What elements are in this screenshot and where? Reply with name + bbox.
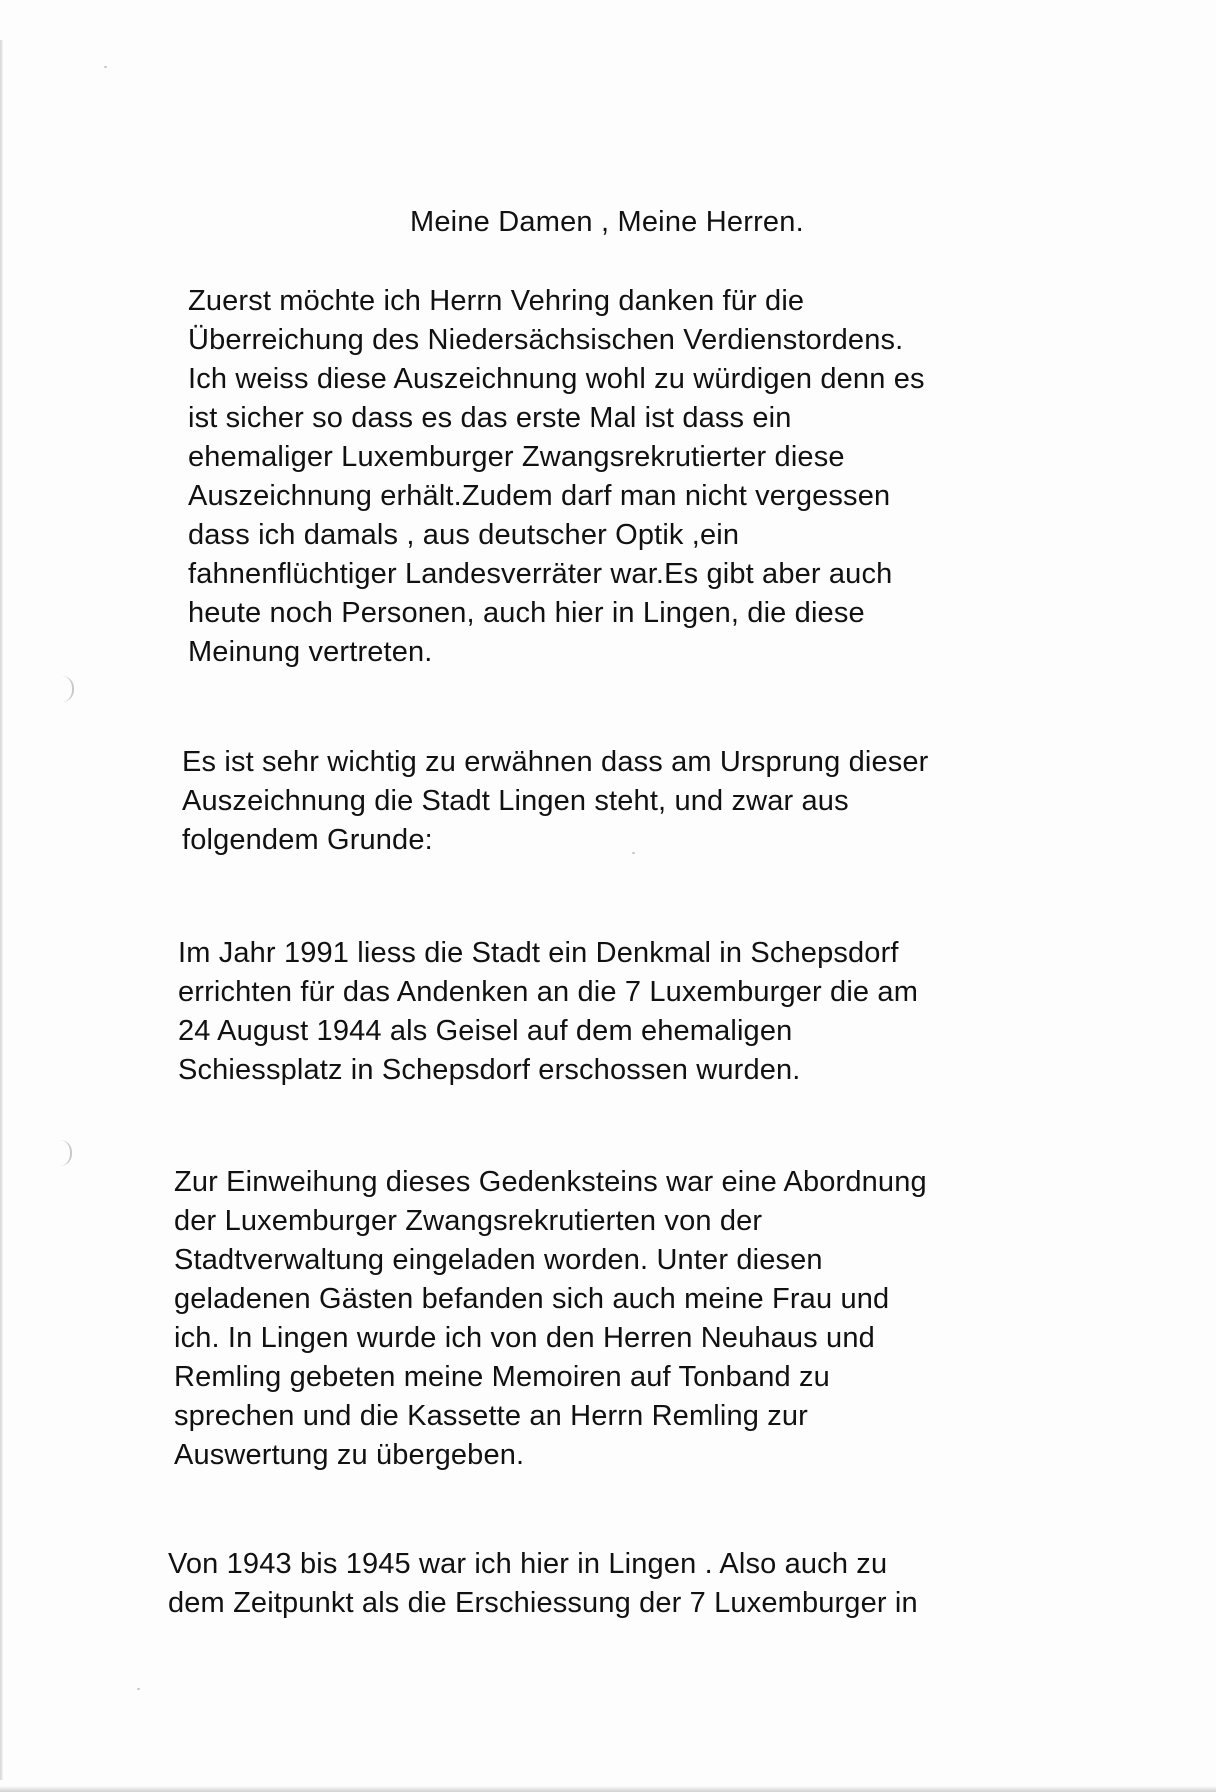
- scan-edge-bottom: [0, 1786, 1216, 1792]
- text-line: Überreichung des Niedersächsischen Verdienstordens.: [188, 324, 904, 356]
- scan-speck: [104, 66, 107, 68]
- text-line: Zur Einweihung dieses Gedenksteins war eine Abordnung: [174, 1166, 927, 1198]
- text-line: sprechen und die Kassette an Herrn Remling zur: [174, 1400, 808, 1432]
- text-line: ich. In Lingen wurde ich von den Herren Neuhaus und: [174, 1322, 875, 1354]
- text-line: ist sicher so dass es das erste Mal ist dass ein: [188, 402, 792, 434]
- paragraph-thanks: [188, 282, 925, 672]
- text-line: Schiessplatz in Schepsdorf erschossen wurden.: [178, 1054, 801, 1086]
- text-line: Remling gebeten meine Memoiren auf Tonband zu: [174, 1361, 830, 1393]
- scan-speck: [137, 1688, 140, 1690]
- text-line: dem Zeitpunkt als die Erschiessung der 7 Luxemburger in: [168, 1587, 918, 1619]
- paragraph-origin: [182, 743, 928, 860]
- text-line: ehemaliger Luxemburger Zwangsrekrutierter diese: [188, 441, 845, 473]
- punch-hole-mark-lower: [60, 1140, 72, 1166]
- paragraph-lingen-period: [168, 1545, 918, 1623]
- text-line: dass ich damals , aus deutscher Optik ,ein: [188, 519, 740, 551]
- paragraph-inauguration: [174, 1163, 927, 1475]
- text-line: Zuerst möchte ich Herrn Vehring danken für die: [188, 285, 805, 317]
- punch-hole-mark-upper: [62, 676, 74, 702]
- text-line: Ich weiss diese Auszeichnung wohl zu würdigen denn es: [188, 363, 925, 395]
- text-line: heute noch Personen, auch hier in Lingen, die diese: [188, 597, 865, 629]
- text-line: Stadtverwaltung eingeladen worden. Unter diesen: [174, 1244, 823, 1276]
- text-line: Es ist sehr wichtig zu erwähnen dass am Ursprung dieser: [182, 746, 929, 778]
- text-line: errichten für das Andenken an die 7 Luxemburger die am: [178, 976, 918, 1008]
- text-line: Von 1943 bis 1945 war ich hier in Lingen . Also auch zu: [168, 1548, 888, 1580]
- text-line: Auszeichnung erhält.Zudem darf man nicht vergessen: [188, 480, 891, 512]
- scan-edge-left: [0, 40, 3, 1780]
- text-line: fahnenflüchtiger Landesverräter war.Es gibt aber auch: [188, 558, 893, 590]
- text-line: Auszeichnung die Stadt Lingen steht, und zwar aus: [182, 785, 849, 817]
- letter-greeting-heading: Meine Damen , Meine Herren.: [410, 206, 804, 238]
- text-line: Auswertung zu übergeben.: [174, 1439, 525, 1471]
- text-line: folgendem Grunde:: [182, 824, 433, 856]
- text-line: 24 August 1944 als Geisel auf dem ehemaligen: [178, 1015, 793, 1047]
- text-line: der Luxemburger Zwangsrekrutierten von der: [174, 1205, 763, 1237]
- text-line: geladenen Gästen befanden sich auch meine Frau und: [174, 1283, 890, 1315]
- paragraph-memorial: [178, 934, 918, 1090]
- text-line: Im Jahr 1991 liess die Stadt ein Denkmal in Schepsdorf: [178, 937, 899, 969]
- text-line: Meinung vertreten.: [188, 636, 433, 668]
